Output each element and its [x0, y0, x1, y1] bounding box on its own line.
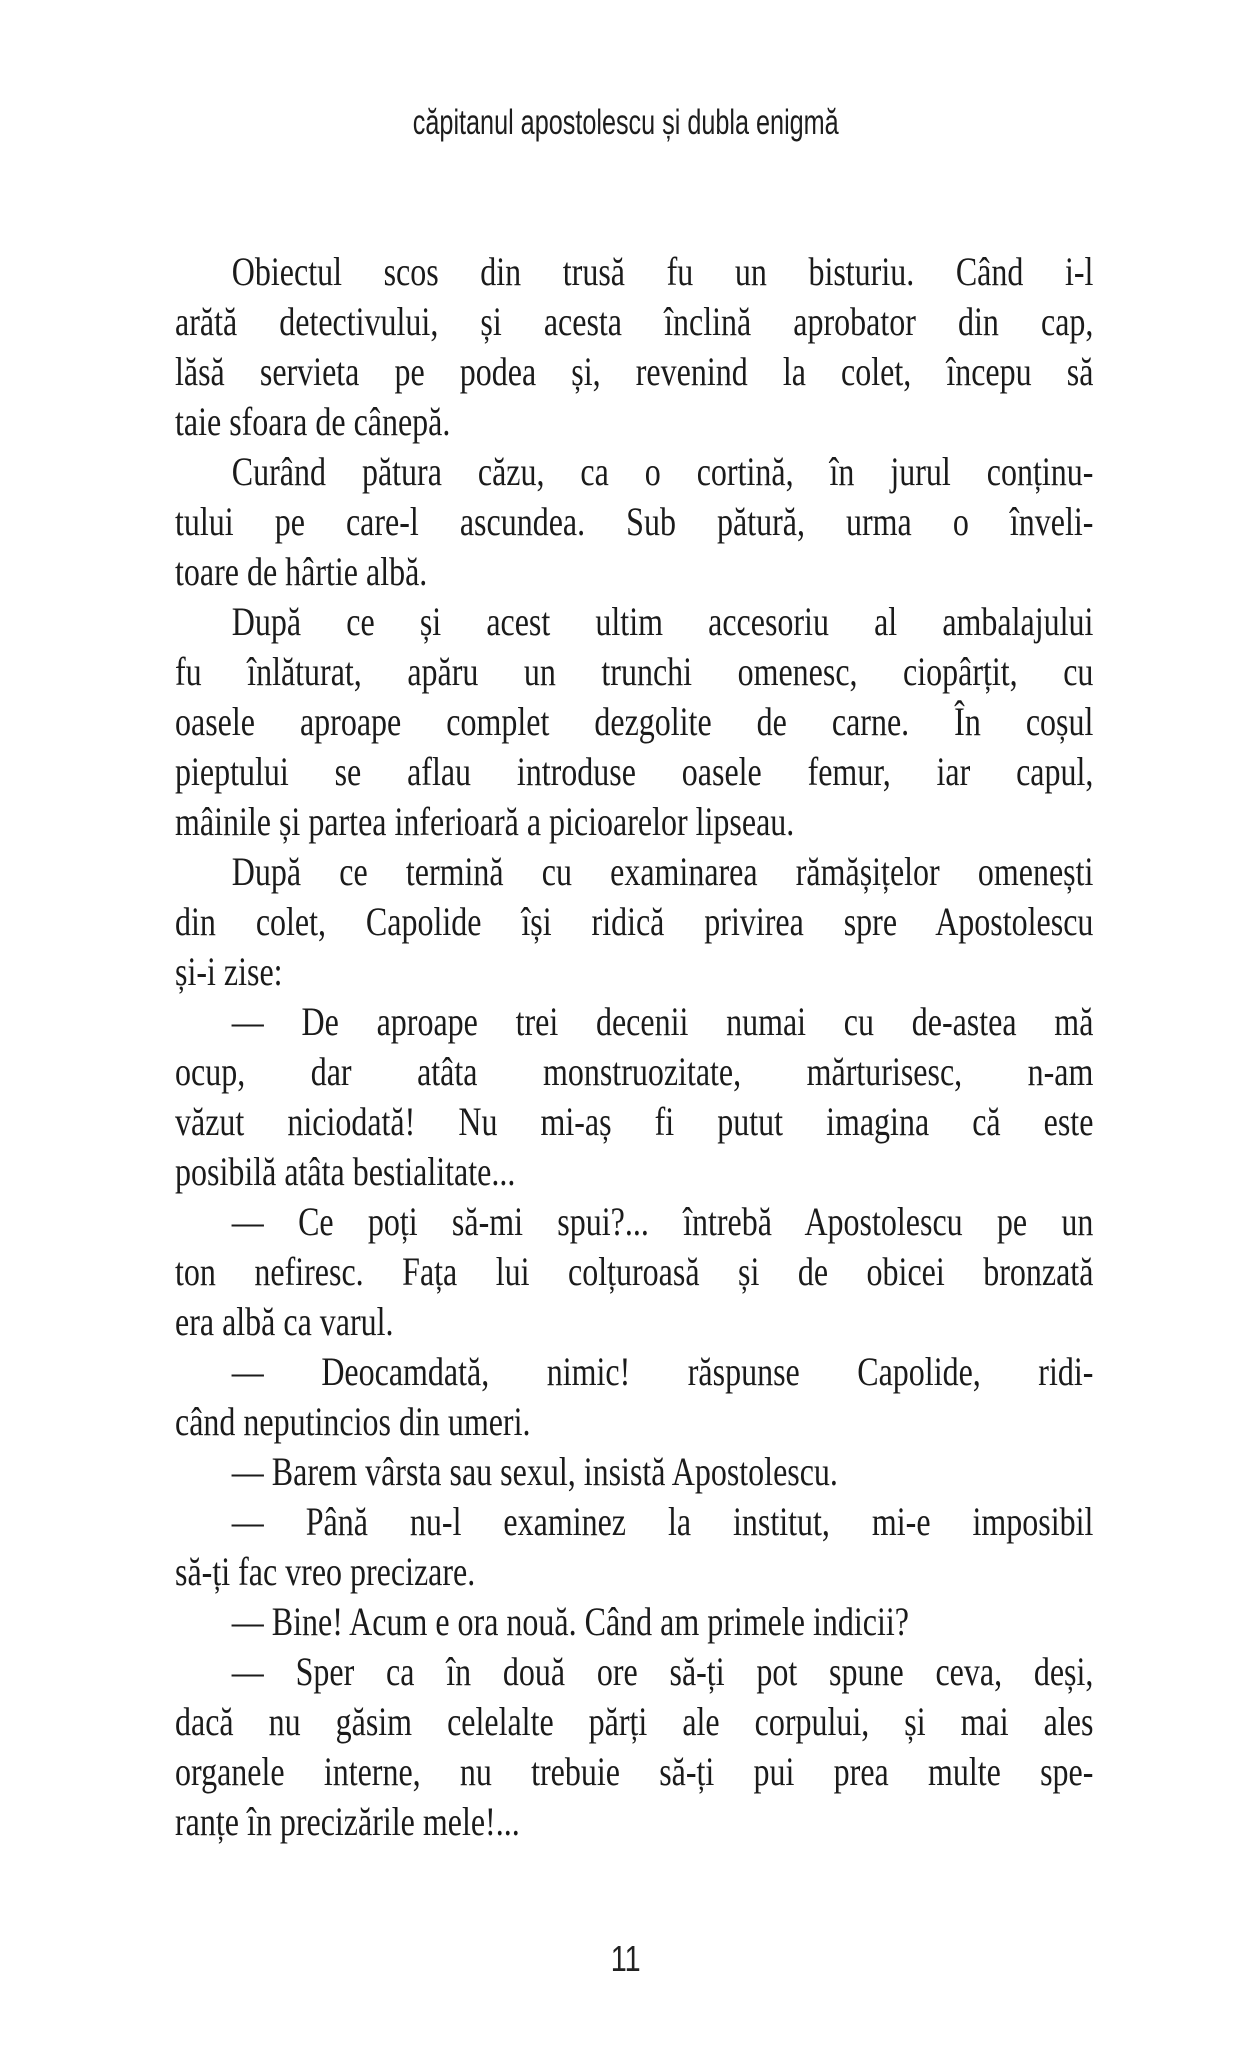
- paragraph: [175, 247, 1093, 447]
- text-line: pieptului se aflau introduse oasele femur, iar capul,: [175, 749, 1094, 794]
- page-number: 11: [611, 1938, 641, 1979]
- text-line: — De aproape trei decenii numai cu de-astea mă: [231, 999, 1094, 1044]
- text-line: arătă detectivului, și acesta înclină aprobator din cap,: [175, 299, 1094, 344]
- text-line: — Deocamdată, nimic! răspunse Capolide, ridi-: [231, 1349, 1094, 1394]
- text-line: ranțe în precizările mele!...: [175, 1799, 520, 1844]
- text-line: oasele aproape complet dezgolite de carne. În coșul: [175, 699, 1094, 744]
- paragraph: [175, 1197, 1093, 1347]
- text-line: văzut niciodată! Nu mi-aș fi putut imagina că este: [175, 1099, 1094, 1144]
- paragraph: [175, 997, 1093, 1197]
- paragraph: [175, 1497, 1093, 1597]
- text-line: din colet, Capolide își ridică privirea spre Apostolescu: [175, 899, 1094, 944]
- text-line: fu înlăturat, apăru un trunchi omenesc, ciopârțit, cu: [175, 649, 1094, 694]
- paragraph: [175, 1347, 1093, 1447]
- paragraph: [175, 1597, 1093, 1647]
- text-line: lăsă servieta pe podea și, revenind la colet, începu să: [175, 349, 1094, 394]
- paragraph: [175, 597, 1093, 847]
- paragraph: [175, 1647, 1093, 1847]
- text-line: toare de hârtie albă.: [175, 549, 428, 594]
- running-header-title: căpitanul apostolescu și dubla enigmă: [413, 103, 839, 142]
- page-footer: [0, 1938, 1252, 1980]
- text-line: organele interne, nu trebuie să-ți pui prea multe spe-: [175, 1749, 1094, 1794]
- text-line: să-ți fac vreo precizare.: [175, 1549, 476, 1594]
- text-line: — Sper ca în două ore să-ți pot spune ceva, deși,: [231, 1649, 1094, 1694]
- paragraph: [175, 847, 1093, 997]
- text-line: Obiectul scos din trusă fu un bisturiu. Când i-l: [231, 249, 1094, 294]
- text-line: era albă ca varul.: [175, 1299, 394, 1344]
- text-line: taie sfoara de cânepă.: [175, 399, 451, 444]
- text-line: mâinile și partea inferioară a picioarelor lipseau.: [175, 799, 795, 844]
- text-line: Curând pătura căzu, ca o cortină, în jurul conținu-: [231, 449, 1094, 494]
- text-line: — Până nu-l examinez la institut, mi-e imposibil: [231, 1499, 1094, 1544]
- body-text: [175, 247, 1093, 1847]
- running-header: [0, 103, 1252, 143]
- text-line: — Bine! Acum e ora nouă. Când am primele indicii?: [231, 1599, 909, 1644]
- text-line: dacă nu găsim celelalte părți ale corpului, și mai ales: [175, 1699, 1094, 1744]
- text-line: După ce termină cu examinarea rămășițelor omenești: [231, 849, 1094, 894]
- text-line: posibilă atâta bestialitate...: [175, 1149, 516, 1194]
- text-line: când neputincios din umeri.: [175, 1399, 531, 1444]
- text-line: tului pe care-l ascundea. Sub pătură, urma o înveli-: [175, 499, 1094, 544]
- text-line: și-i zise:: [175, 949, 283, 994]
- text-line: După ce și acest ultim accesoriu al ambalajului: [231, 599, 1094, 644]
- text-line: ocup, dar atâta monstruozitate, mărturisesc, n-am: [175, 1049, 1094, 1094]
- text-line: — Barem vârsta sau sexul, insistă Apostolescu.: [231, 1449, 838, 1494]
- paragraph: [175, 447, 1093, 597]
- text-line: ton nefiresc. Fața lui colțuroasă și de obicei bronzată: [175, 1249, 1094, 1294]
- paragraph: [175, 1447, 1093, 1497]
- text-line: — Ce poți să-mi spui?... întrebă Apostolescu pe un: [231, 1199, 1094, 1244]
